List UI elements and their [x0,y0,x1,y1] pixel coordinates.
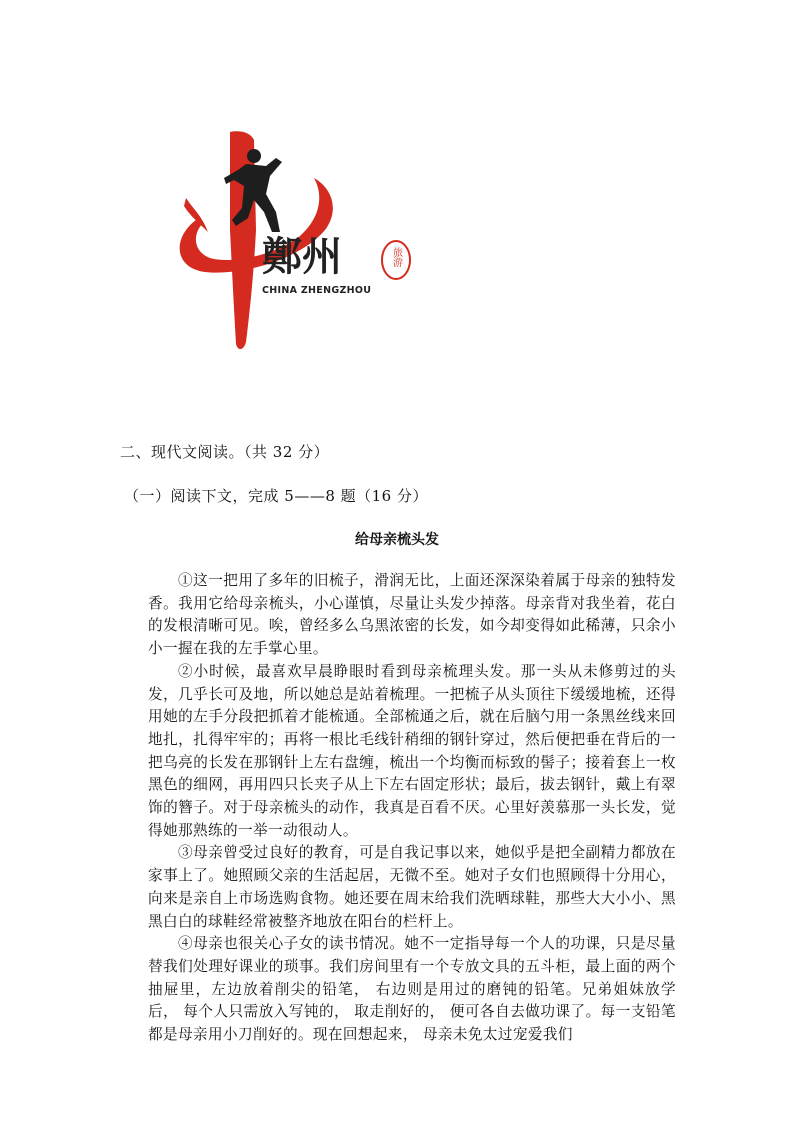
logo-calligraphy-title: 鄭州 [262,233,342,280]
logo-brush-stroke-vertical [230,131,256,349]
section-heading: 二、现代文阅读。（共 32 分） [120,443,330,461]
logo-subtitle: CHINA ZHENGZHOU [262,285,372,296]
article-paragraph-3: ③母亲曾受过良好的教育，可是自我记事以来，她似乎是把全副精力都放在家事上了。她照顾父亲的生活起居，无微不至。她对子女们也照顾得十分用心，向来是亲自上市场选购食物。她还要在周末给我们洗晒球鞋，那些大大小小、黑黑白白的球鞋经常被整齐地放在阳台的栏杆上。 [148,844,676,930]
article-body [148,570,676,1047]
article-title: 给母亲梳头发 [355,532,439,548]
article-paragraph-4: ④母亲也很关心子女的读书情况。她不一定指导每一个人的功课，只是尽量替我们处理好课业的琐事。我们房间里有一个专放文具的五斗柜，最上面的两个抽屉里，左边放着削尖的铅笔， 右边则是用过的磨钝的铅笔。兄弟姐妹放学后， 每个人只需放入写钝的， 取走削好的， 便可各自去做功课了。每一支铅笔都是母亲用小刀削好的。现在回想起来， 母亲未免太过宠爱我们 [148,935,676,1044]
section-subheading: （一）阅读下文，完成 5——8 题（16 分） [124,487,428,505]
zhengzhou-tourism-logo [150,120,430,355]
logo-graphic [150,120,430,355]
article-paragraph-1: ①这一把用了多年的旧梳子，滑润无比，上面还深深染着属于母亲的独特发香。我用它给母亲梳头，小心谨慎，尽量让头发少掉落。母亲背对我坐着，花白的发根清晰可见。唉，曾经多么乌黑浓密的长发，如今却变得如此稀薄，只余小小一握在我的左手掌心里。 [148,572,676,658]
logo-seal-text: 旅游 [390,247,402,267]
article-paragraph-2: ②小时候，最喜欢早晨睁眼时看到母亲梳理头发。那一头从未修剪过的头发，几乎长可及地，所以她总是站着梳理。一把梳子从头顶往下缓缓地梳，还得用她的左手分段把抓着才能梳通。全部梳通之后，就在后脑勺用一条黑丝线来回地扎，扎得牢牢的；再将一根比毛线针稍细的钢针穿过，然后便把垂在背后的一把乌亮的长发在那钢针上左右盘缠，梳出一个均衡而标致的髻子；接着套上一枚黑色的细网，再用四只长夹子从上下左右固定形状；最后，拔去钢针，戴上有翠饰的簪子。对于母亲梳头的动作，我真是百看不厌。心里好羡慕那一头长发，觉得她那熟练的一举一动很动人。 [148,662,676,839]
logo-seal [382,241,410,279]
